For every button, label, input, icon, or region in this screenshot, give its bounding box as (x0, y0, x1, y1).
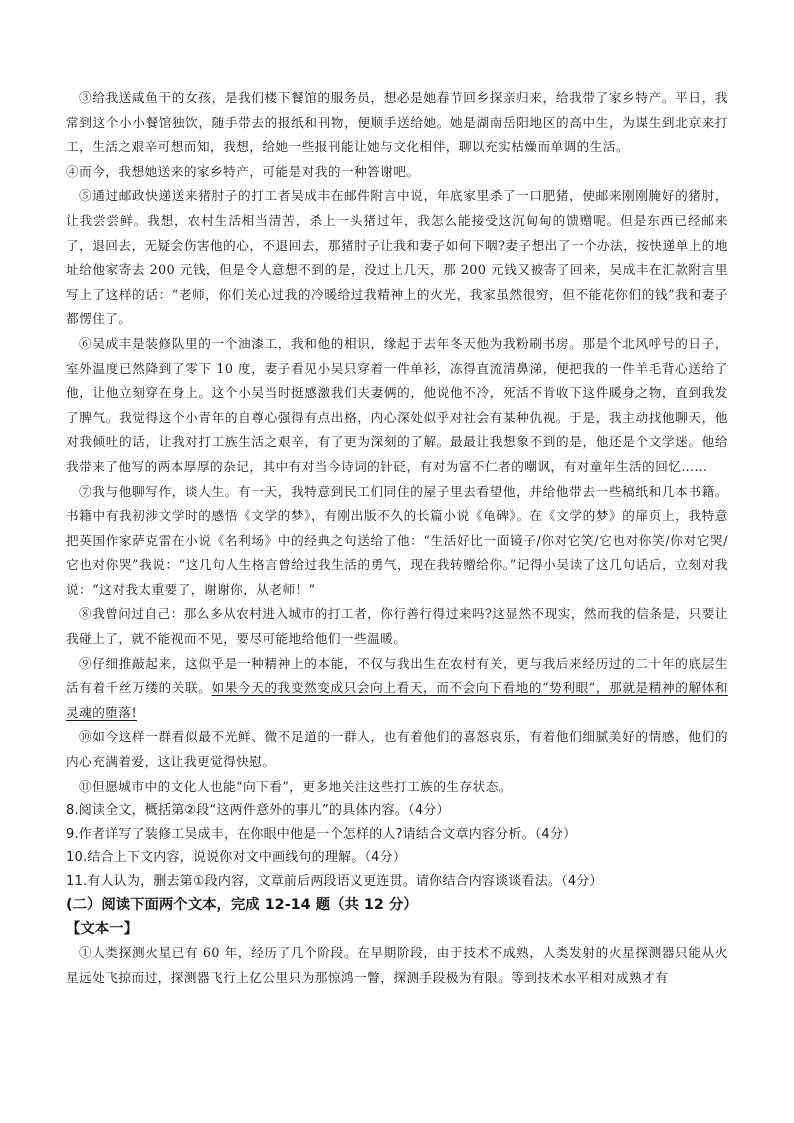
paragraph-4: ④而今，我想她送来的家乡特产，可能是对我的一种答谢吧。 (66, 163, 420, 179)
document-page (66, 86, 728, 990)
question-8: 8.阅读全文，概括第②段“这两件意外的事儿”的具体内容。（4分） (66, 803, 450, 819)
question-9: 9.作者详写了装修工吴成丰，在你眼中他是一个怎样的人?请结合文章内容分析。（4分） (66, 826, 577, 842)
text-1-paragraph-1: ①人类探测火星已有 60 年，经历了几个阶段。在早期阶段，由于技术不成熟，人类发射的火星探测器只能从火星远处飞掠而过，探测器飞行上亿公里只为那惊鸿一瞥，探测手段极为有限。等到技术水平相对成熟才有 (66, 945, 728, 985)
paragraph-8: ⑧我曾问过自己：那么多从农村进入城市的打工者，你行善行得过来吗?这显然不现实，然而我的信条是，只要让我碰上了，就不能视而不见，要尽可能地给他们一些温暖。 (66, 606, 728, 647)
paragraph-11: ⑪但愿城市中的文化人也能“向下看”，更多地关注这些打工族的生存状态。 (79, 778, 512, 794)
paragraph-7: ⑦我与他聊写作，谈人生。有一天，我特意到民工们同住的屋子里去看望他，并给他带去一些稿纸和几本书籍。书籍中有我初涉文学时的感悟《文学的梦》，有刚出版不久的长篇小说《龟碑》。在《文学的梦》的扉页上，我特意把英国作家萨克雷在小说《名利场》中的经典之句送给了他：“生活好比一面镜子/你对它笑/它也对你笑/你对它哭/它也对你哭”我说：“这几句人生格言曾给过我生活的勇气，现在我转赠给你。”记得小吴读了这几句话后，立刻对我说：“这对我太重要了，谢谢你，从老师！” (66, 483, 728, 597)
underlined-sentence: 如果今天的我变然变成只会向上看天，而不会向下看地的“势利眼”，那就是精神的解体和灵魂的堕落! (66, 680, 728, 720)
question-11: 11.有人认为，删去第①段内容，文章前后两段语义更连贯。请你结合内容谈谈看法。（4分） (66, 873, 603, 889)
section-2-title: (二）阅读下面两个文本，完成 12-14 题（共 12 分） (66, 897, 418, 914)
question-10: 10.结合上下文内容，说说你对文中画线句的理解。（4分） (66, 850, 407, 866)
paragraph-9-plain: ⑨仔细推敲起来，这似乎是一种精神上的本能，不仅与我出生在农村有关，更与我后来经历过的二十年的底层生活有着千丝万缕的关联。 (66, 655, 728, 696)
text-1-heading: 【文本一】 (66, 921, 138, 938)
paragraph-6: ⑥吴成丰是装修队里的一个油漆工，我和他的相识，缘起于去年冬天他为我粉刷书房。那是个北风呼号的日子，室外温度已然降到了零下 10 度，妻子看见小吴只穿着一件单衫，冻得直流清鼻涕，便把我的一件羊毛背心送给了他，让他立刻穿在身上。这个小吴当时挺感激我们夫妻俩的，他说他不冷，死活不肯收下这件暖身之物，直到我发了脾气。我觉得这个小青年的自尊心强得有点出格，内心深处似乎对社会有某种仇视。于是，我主动找他聊天，他对我倾吐的话，让我对打工族生活之艰辛，有了更为深刻的了解。最最让我想象不到的是，他还是个文学迷。他给我带来了他写的两本厚厚的杂记，其中有对当今诗词的针砭，有对为富不仁者的嘲讽，有对童年生活的回忆…… (66, 335, 728, 474)
paragraph-3: ③给我送咸鱼干的女孩，是我们楼下餐馆的服务员，想必是她春节回乡探亲归来，给我带了家乡特产。平日，我常到这个小小餐馆独饮，随手带去的报纸和刊物，便顺手送给她。她是湖南岳阳地区的高中生，为谋生到北京来打工，生活之艰辛可想而知，我想，给她一些报刊能让她与文化相伴，聊以充实枯燥而单调的生活。 (66, 90, 728, 155)
paragraph-5: ⑤通过邮政快递送来猪肘子的打工者吴成丰在邮件附言中说，年底家里杀了一口肥猪，使邮来刚刚腌好的猪肘，让我尝尝鲜。我想，农村生活相当清苦，杀上一头猪过年，我怎么能接受这沉甸甸的馈赠呢。但是东西已经邮来了，退回去，无疑会伤害他的心，不退回去，那猪肘子让我和妻子如何下咽?妻子想出了一个办法，按快递单上的地址给他家寄去 200 元钱，但是令人意想不到的是，没过上几天，那 200 元钱又被寄了回来，吴成丰在汇款附言里写上了这样的话：“老师，你们关心过我的冷暖给过我精神上的火光，我家虽然很穷，但不能花你们的钱”我和妻子都愣住了。 (66, 188, 728, 327)
paragraph-10: ⑩如今这样一群看似最不光鲜、微不足道的一群人，也有着他们的喜怒哀乐，有着他们细腻美好的情感，他们的内心充满着爱，这让我更觉得快慰。 (66, 729, 728, 770)
paragraph-9 (66, 652, 728, 726)
